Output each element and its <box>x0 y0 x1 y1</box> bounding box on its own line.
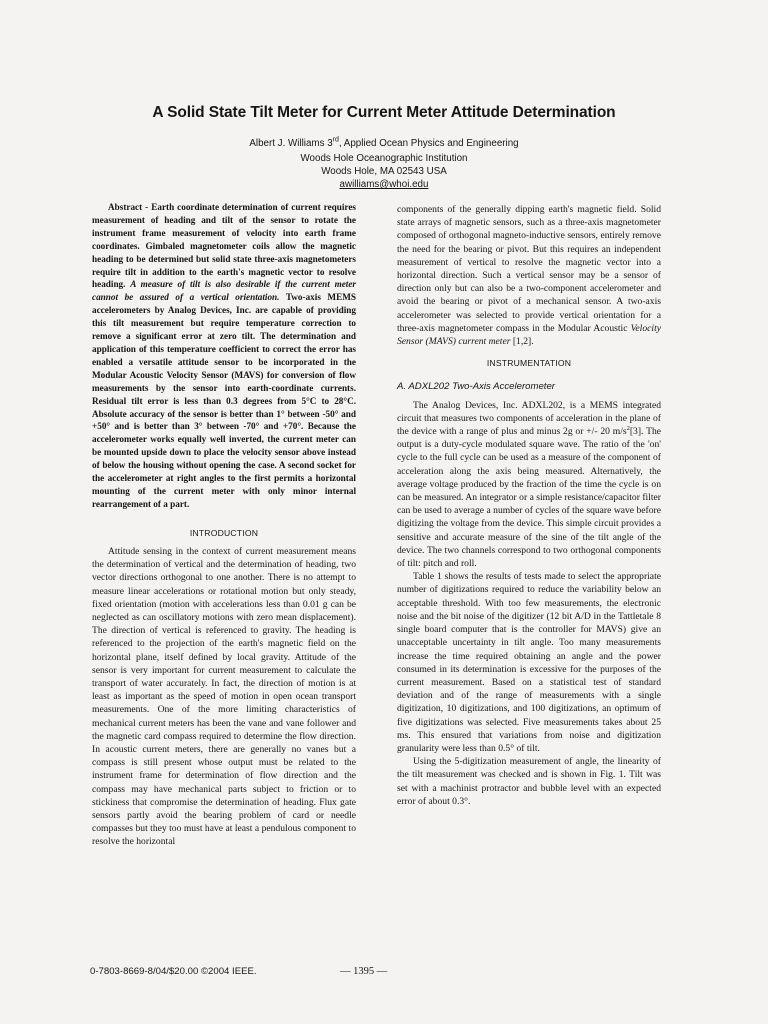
footer-page-number: — 1395 — <box>340 966 388 977</box>
instrumentation-paragraph-1 <box>397 399 661 571</box>
author-institution: Woods Hole Oceanographic Institution <box>300 153 468 164</box>
author-line <box>0 137 768 150</box>
right-column <box>397 203 661 808</box>
intro-continuation-tail: [1,2]. <box>510 336 534 348</box>
left-column <box>92 201 356 849</box>
instrumentation-p1-sup: 2 <box>626 424 630 432</box>
abstract-rest: Two-axis MEMS accelerometers by Analog Devices, Inc. are capable of providing this tilt measurement but require temperature correction to remove a significant error at zero tilt. The determination and application of this temperature coefficient to correct the error has enabled a versatile attitude sensor to be incorporated in the Modular Acoustic Velocity Sensor (MAVS) for conversion of flow measurements by the sensor into earth-coordinate currents. Residual tilt error is less than 0.3 degrees from 5°C to 28°C. Absolute accuracy of the sensor is better than 1° between -50° and +50° and is better than 3° between -70° and +70°. Because the accelerometer works equally well inverted, the current meter can be mounted upside down to place the velocity sensor above instead of below the housing without opening the case. A second socket for the accelerometer at right angles to the first permits a horizontal mounting of the current meter with only minor internal rearrangement of a part. <box>92 292 357 509</box>
author-email-line <box>0 178 768 191</box>
section-a-subheading: A. ADXL202 Two-Axis Accelerometer <box>397 381 555 393</box>
intro-continuation-text: components of the generally dipping earth's magnetic field. Solid state arrays of magnetic sensors, such as a three-axis magnetometer composed of orthogonal magneto-inductive sensors, entirely remove the need for the bearing or pivot. But this requires an independent measurement of vertical to resolve the magnetic vector into a horizontal direction. Such a vertical sensor may be a sensor of direction only but can also be a two-component accelerometer and avoid the bearing or pivot of a mechanical sensor. A two-axis accelerometer was selected to provide vertical orientation for a three-axis magnetometer compass in the Modular Acoustic <box>397 204 661 334</box>
abstract-italic: A measure of tilt is also desirable if the current meter cannot be assured of a vertical orientation. <box>92 279 356 303</box>
author-address: Woods Hole, MA 02543 USA <box>321 166 447 177</box>
author-email-link[interactable]: awilliams@whoi.edu <box>339 179 429 190</box>
instrumentation-p1-a: The Analog Devices, Inc. ADXL202, is a MEMS integrated circuit that measures two components of acceleration in the plane of the device with a range of plus and minus 2g or +/- 20 m/s <box>397 399 661 438</box>
author-name: Albert J. Williams 3 <box>249 138 333 149</box>
introduction-body: Attitude sensing in the context of current measurement means the determination of vertical and the determination of heading, two vector directions orthogonal to one another. There is no attempt to measure linear accelerations or rotational motion but only steady, fixed orientation (motion with accelerations less than 0.01 g can be neglected as can oscillatory motions with zero mean displacement). The direction of vertical is referenced to gravity. The heading is referenced to the projection of the earth's magnetic field on the horizontal plane, itself defined by local gravity. Attitude of the sensor is very important for current measurement to calculate the transport of water accurately. In fact, the direction of motion is at least as important as the speed of motion in open ocean transport measurements. One of the more limiting characteristics of mechanical current meters has been the vane and vane follower and the magnetic card compass required to determine the flow direction. In acoustic current meters, there are generally no vanes but a compass is still present whose output must be related to the instrument frame for determination of flow direction and the compass may have mechanical parts subject to friction or to stickiness that compromise the determination of heading. Flux gate sensors partly avoid the bearing problem of card or needle compasses but they too must have at least a pendulous component to resolve the horizontal <box>92 545 356 848</box>
instrumentation-p1-b: [3]. The output is a duty-cycle modulated square wave. The ratio of the 'on' cycle to the full cycle can be used as a measure of the component of acceleration along the axis being measured. Alternatively, the average voltage produced by the fraction of the time the cycle is on can be measured. An integrator or a simple resistance/capacitor filter can be used to average a number of cycles of the square wave before digitizing the voltage from the device. This simple circuit provides a sensitive and accurate measure of the sine of the tilt angle of the device. The two channels correspond to two orthogonal components of tilt: pitch and roll. <box>397 426 662 570</box>
abstract-lead: Abstract - Earth coordinate determination of current requires measurement of heading and tilt of the sensor to rotate the instrument frame measurement of velocity into earth frame coordinates. Gimbaled magnetometer coils allow the magnetic heading to be determined but solid state three-axis magnetometers require tilt in addition to the earth's magnetic vector to resolve heading. <box>92 202 356 290</box>
paper-title: A Solid State Tilt Meter for Current Meter Attitude Determination <box>152 104 616 121</box>
author-name-suffix: rd <box>332 136 339 144</box>
instrumentation-paragraph-2: Table 1 shows the results of tests made to select the appropriate number of digitizations required to reduce the variability below an acceptable threshold. With too few measurements, the electronic noise and the bit noise of the digitizer (12 bit A/D in the Tattletale 8 single board computer that is the controller for MAVS) give an unacceptable uncertainty in tilt angle. Too many measurements increase the time required obtaining an angle and the power consumed in its determination is excessive for the purposes of the current measurement. Based on a statistical test of standard deviation and of the range of measurements with a single digitization, 10 digitizations, and 100 digitizations, an optimum of five digitizations was selected. Five measurements takes about 25 ms. This ensured that variations from noise and digitization granularity were less than 0.5° of tilt. <box>397 571 661 754</box>
intro-continuation <box>397 203 661 348</box>
instrumentation-heading: INSTRUMENTATION <box>486 358 572 369</box>
author-affiliation: , Applied Ocean Physics and Engineering <box>338 138 519 149</box>
introduction-heading: INTRODUCTION <box>189 527 259 538</box>
abstract <box>92 201 356 511</box>
footer-copyright: 0-7803-8669-8/04/$20.00 ©2004 IEEE. <box>90 966 257 977</box>
instrumentation-paragraph-3: Using the 5-digitization measurement of angle, the linearity of the tilt measurement was checked and is shown in Fig. 1. Tilt was set with a machinist protractor and bubble level with an expected error of about 0.3°. <box>397 756 661 807</box>
intro-continuation-italic: Velocity Sensor (MAVS) current meter <box>397 322 661 348</box>
